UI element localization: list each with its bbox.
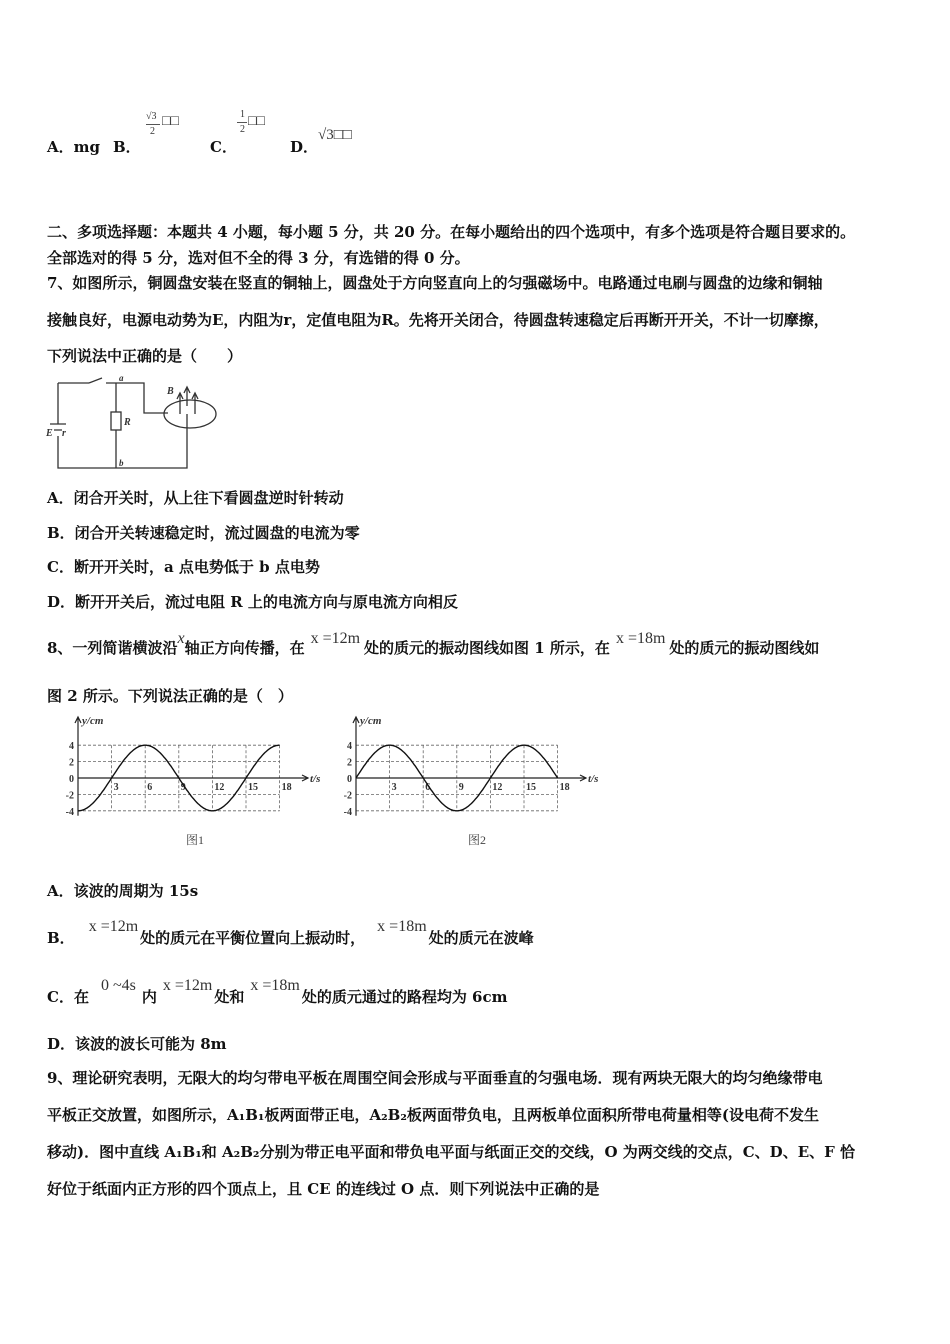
q7-option-b: B．闭合开关转速稳定时，流过圆盘的电流为零 xyxy=(47,524,360,542)
q6-b-fraction-bar xyxy=(146,124,160,125)
q8-stem-line1 xyxy=(47,630,820,659)
x-tick-label: 3 xyxy=(391,782,397,793)
q9-stem-line1: 9、理论研究表明，无限大的均匀带电平板在周围空间会形成与平面垂直的匀强电场．现有两块无限大的均匀绝缘带电 xyxy=(47,1069,823,1087)
q6-option-d-label: D． xyxy=(290,138,319,156)
q8-option-b-x18: x =18m xyxy=(377,918,427,935)
x-tick-label: 3 xyxy=(113,782,119,793)
y-tick-label: 2 xyxy=(69,757,74,769)
q8-option-b-x12: x =12m xyxy=(88,918,139,935)
q7-stem-line1: 7、如图所示，铜圆盘安装在竖直的铜轴上，圆盘处于方向竖直向上的匀强磁场中。电路通过电刷与圆盘的边缘和铜轴 xyxy=(47,274,823,292)
q8-option-d: D．该波的波长可能为 8m xyxy=(47,1035,227,1053)
y-axis-label: y/cm xyxy=(82,715,104,727)
q8-option-b-text2: 处的质元在波峰 xyxy=(428,929,534,947)
y-tick-label: -2 xyxy=(343,790,352,802)
q8-option-c-text2: 处和 xyxy=(214,988,245,1006)
q6-c-denominator: 2 xyxy=(240,124,245,135)
q7-stem-line3: 下列说法中正确的是（ ） xyxy=(47,347,243,365)
q7-option-a: A．闭合开关时，从上往下看圆盘逆时针转动 xyxy=(47,489,344,507)
q8-figure-2-caption: 图2 xyxy=(468,833,487,847)
y-tick-label: 0 xyxy=(347,774,352,785)
q6-b-numerator: √3 xyxy=(146,111,157,122)
q8-stem-part1: 8、一列简谐横波沿 xyxy=(47,639,178,657)
y-tick-label: 4 xyxy=(69,741,74,753)
x-axis-label: t/s xyxy=(588,773,599,785)
q8-option-b-label: B． xyxy=(47,929,75,947)
q6-b-unit: □□ xyxy=(162,114,179,129)
y-tick-label: -2 xyxy=(65,790,74,802)
q8-option-c-label: C．在 xyxy=(47,988,89,1006)
y-tick-label: 0 xyxy=(69,774,74,785)
q8-option-c-text1: 内 xyxy=(141,988,157,1006)
q9-stem-line4: 好位于纸面内正方形的四个顶点上，且 CE 的连线过 O 点．则下列说法中正确的是 xyxy=(47,1180,600,1198)
q8-figure-1-caption: 图1 xyxy=(186,833,205,847)
q7-label-E: E xyxy=(46,428,53,439)
q7-circuit-figure xyxy=(44,372,224,474)
q8-option-b-text1: 处的质元在平衡位置向上振动时， xyxy=(140,929,366,947)
x-tick-label: 9 xyxy=(180,782,186,793)
q8-option-c-x18: x =18m xyxy=(250,977,300,994)
x-tick-label: 9 xyxy=(458,782,464,793)
x-tick-label: 6 xyxy=(425,782,431,793)
x-tick-label: 18 xyxy=(281,782,292,793)
x-tick-label: 6 xyxy=(147,782,153,793)
section2-heading-line2: 全部选对的得 5 分，选对但不全的得 3 分，有选错的得 0 分。 xyxy=(47,249,470,267)
q8-option-c-x12: x =12m xyxy=(162,977,213,994)
q9-stem-line2: 平板正交放置，如图所示，A₁B₁板两面带正电，A₂B₂板两面带负电，且两板单位面积所带电荷量相等(设电荷不发生 xyxy=(47,1106,820,1124)
x-tick-label: 15 xyxy=(526,782,536,793)
y-tick-label: -4 xyxy=(65,806,74,818)
x-tick-label: 18 xyxy=(559,782,570,793)
q8-option-c xyxy=(47,977,508,1008)
q8-stem-line2: 图 2 所示。下列说法正确的是（ ） xyxy=(47,687,293,705)
x-tick-label: 12 xyxy=(492,782,503,793)
section2-heading-line1: 二、多项选择题：本题共 4 小题，每小题 5 分，共 20 分。在每小题给出的四个选项中，有多个选项是符合题目要求的。 xyxy=(47,223,856,241)
q8-stem-part4: 处的质元的振动图线如 xyxy=(669,639,820,657)
y-tick-label: 2 xyxy=(347,757,352,769)
q9-stem-line3: 移动)．图中直线 A₁B₁和 A₂B₂分别为带正电平面和带负电平面与纸面正交的交线，O 为两交线的交点，C、D、E、F 恰 xyxy=(47,1143,855,1161)
q6-b-denominator: 2 xyxy=(150,126,155,137)
q7-label-b: b xyxy=(119,458,124,468)
q6-c-numerator: 1 xyxy=(240,109,245,120)
q7-label-a: a xyxy=(119,373,124,383)
q8-option-c-range: 0 ~4s xyxy=(100,977,136,994)
q8-stem-part3: 处的质元的振动图线如图 1 所示，在 xyxy=(364,639,610,657)
q7-option-c: C．断开开关时，a 点电势低于 b 点电势 xyxy=(47,558,320,576)
q8-stem-x12: x =12m xyxy=(310,630,361,647)
q8-stem-x18: x =18m xyxy=(615,630,666,647)
q6-c-unit: □□ xyxy=(248,114,265,129)
q7-label-r: r xyxy=(62,428,66,439)
q8-stem-x: x xyxy=(177,630,185,647)
y-tick-label: -4 xyxy=(343,806,352,818)
q8-figure-1-chart xyxy=(52,712,340,827)
x-tick-label: 15 xyxy=(248,782,258,793)
x-axis-label: t/s xyxy=(310,773,321,785)
q8-figure-2-chart xyxy=(330,712,630,827)
q7-label-R: R xyxy=(124,417,131,428)
q8-option-c-text3: 处的质元通过的路程均为 6cm xyxy=(301,988,508,1006)
q6-option-a: A．mg xyxy=(47,138,100,156)
y-axis-label: y/cm xyxy=(360,715,382,727)
q8-option-a: A．该波的周期为 15s xyxy=(47,882,199,900)
q8-stem-part2: 轴正方向传播，在 xyxy=(184,639,305,657)
q7-label-B: B xyxy=(167,386,174,397)
y-tick-label: 4 xyxy=(347,741,352,753)
q6-option-b-label: B． xyxy=(113,138,141,156)
q6-d-value: √3□□ xyxy=(318,127,352,143)
q7-option-d: D．断开开关后，流过电阻 R 上的电流方向与原电流方向相反 xyxy=(47,593,458,611)
q7-stem-line2: 接触良好，电源电动势为E，内阻为r，定值电阻为R。先将开关闭合，待圆盘转速稳定后再断开开关，不计一切摩擦， xyxy=(47,311,829,329)
q8-option-b xyxy=(47,918,534,949)
q6-option-c-label: C． xyxy=(210,138,237,156)
q6-c-fraction-bar xyxy=(237,122,247,123)
x-tick-label: 12 xyxy=(214,782,225,793)
